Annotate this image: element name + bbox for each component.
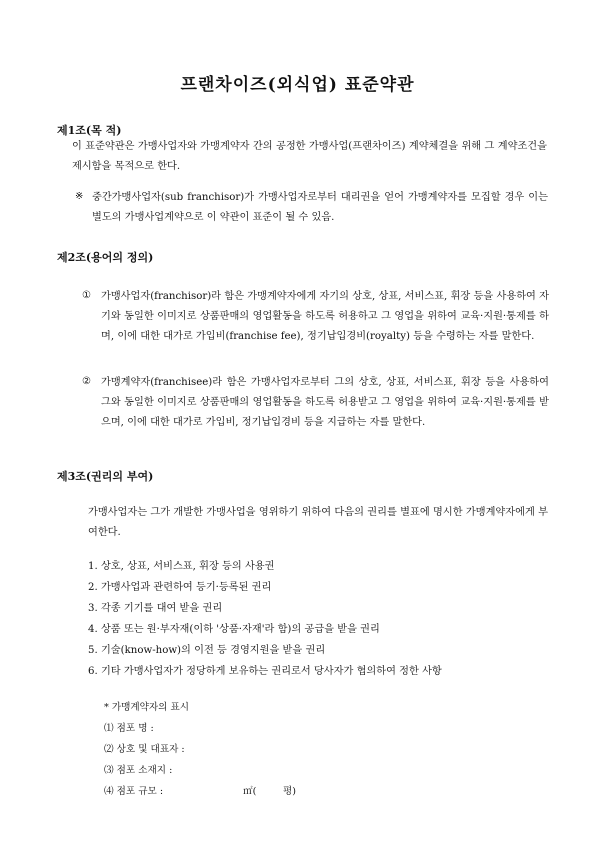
page-title: 프랜차이즈(외식업) 표준약관 [180,75,415,95]
rights-list-item: 6. 기타 가맹사업자가 정당하게 보유하는 권리로서 당사자가 협의하여 정한 사항 [88,666,442,677]
store-address-label: ⑶ 점포 소재지 : [104,765,173,776]
rights-list-item: 3. 각종 기기를 대여 받을 권리 [88,603,223,614]
definition-franchisor: 가맹사업자(franchisor)라 함은 가맹계약자에게 자기의 상호, 상표, 서비스표, 휘장 등을 사용하여 자기와 동일한 이미지로 상품판매의 영업활동을 하도록 허용하고 그 영업을 위하여 교육·지원·통제를 하며, 이에 대한 대가로 가입비(franchise fee), 정기납입경비(royalty) 등을 수령하는 자를 말한다. [101,291,549,342]
article-1-note: 중간가맹사업자(sub franchisor)가 가맹사업자로부터 대리권을 얻어 가맹계약자를 모집할 경우 이는 별도의 가맹사업계약으로 이 약관이 표준이 될 수 있음. [92,192,548,223]
rights-list-item: 1. 상호, 상표, 서비스표, 휘장 등의 사용권 [88,561,275,572]
note-mark: ※ [75,191,84,202]
rights-list-item: 4. 상품 또는 원·부자재(이하 '상품·자재'라 함)의 공급을 받을 권리 [88,624,380,635]
store-name-label: ⑴ 점포 명 : [104,723,154,734]
store-size-label: ⑷ 점포 규모 : [104,786,164,797]
definition-franchisee: 가맹계약자(franchisee)라 함은 가맹사업자로부터 그의 상호, 상표, 서비스표, 휘장 등을 사용하여 그와 동일한 이미지로 상품판매의 영업활동을 하도록 허용받고 그 영업을 위하여 교육·지원·통제를 받으며, 이에 대한 대가로 가입비, 정기납입경비 등을 지급하는 자를 말한다. [101,377,549,428]
article-2-heading: 제2조(용어의 정의) [57,251,154,264]
article-1-body: 이 표준약관은 가맹사업자와 가맹계약자 간의 공정한 가맹사업(프랜차이즈) 계약체결을 위해 그 계약조건을 제시함을 목적으로 한다. [72,141,547,172]
rights-list-item: 2. 가맹사업과 관련하여 등기·등록된 권리 [88,582,272,593]
area-unit: ㎡( [243,786,257,797]
rights-list-item: 5. 기술(know-how)의 이전 등 경영지원을 받을 권리 [88,645,326,656]
article-1-heading: 제1조(목 적) [57,124,122,137]
definition-marker: ① [82,290,92,301]
trade-name-label: ⑵ 상호 및 대표자 : [104,744,185,755]
franchisee-info-heading: * 가맹계약자의 표시 [104,702,190,713]
definition-marker: ② [82,376,92,387]
pyeong-unit: 평) [283,786,297,797]
article-3-intro: 가맹사업자는 그가 개발한 가맹사업을 영위하기 위하여 다음의 권리를 별표에 명시한 가맹계약자에게 부여한다. [88,507,548,538]
article-3-heading: 제3조(권리의 부여) [57,470,154,483]
